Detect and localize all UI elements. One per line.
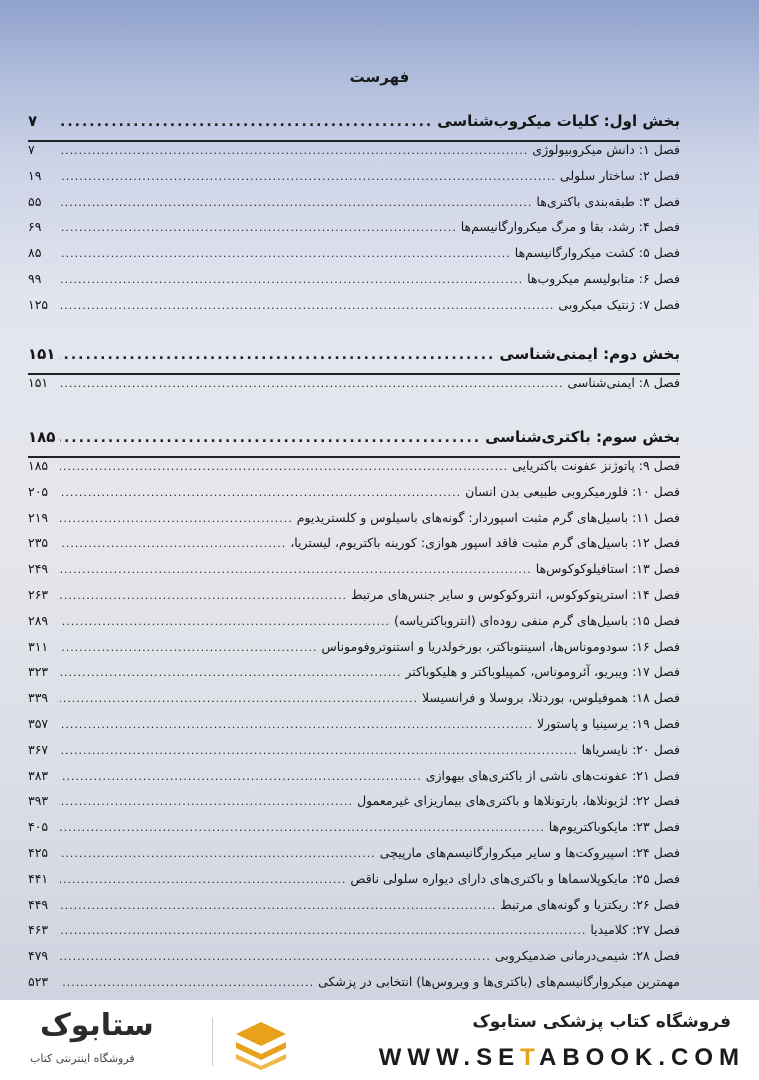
leader-dots [60, 976, 314, 989]
chapter-page-number: ۵۲۳ [28, 974, 49, 989]
toc-chapter-row[interactable] [28, 194, 680, 209]
toc-chapter-row[interactable] [28, 897, 680, 912]
logo-divider [212, 1018, 213, 1066]
toc-chapter-row[interactable] [28, 742, 680, 757]
toc-chapter-row[interactable] [28, 639, 680, 654]
chapter-title: مهمترین میکروارگانیسم‌های (باکتری‌ها و ویروس‌ها) انتخابی در پزشکی [318, 974, 680, 989]
chapter-page-number: ۳۵۷ [28, 716, 49, 731]
leader-dots [60, 744, 578, 757]
chapter-page-number: ۲۸۹ [28, 612, 49, 628]
chapter-page-number: ۳۶۷ [28, 741, 49, 757]
leader-dots [60, 641, 318, 654]
page-title: فهرست [349, 68, 410, 86]
section-heading[interactable] [28, 112, 680, 130]
section-heading[interactable] [28, 345, 680, 363]
leader-dots [60, 692, 418, 705]
chapter-title: فصل ۱۷: ویبریو، آئروموناس، کمپیلوباکتر و هلیکوباکتر [405, 664, 680, 680]
chapter-title: فصل ۱۹: یرسینیا و پاستورلا [536, 716, 680, 731]
chapter-title: فصل ۱۴: استرپتوکوکوس، انتروکوکوس و سایر جنس‌های مرتبط [351, 587, 680, 602]
chapter-title: فصل ۱۳: استافیلوکوکوس‌ها [535, 561, 680, 577]
leader-dots [60, 299, 554, 312]
leader-dots [60, 486, 461, 499]
toc-chapter-row[interactable] [28, 690, 680, 705]
toc-chapter-row[interactable] [28, 974, 680, 989]
leader-dots [60, 512, 293, 525]
leader-dots [60, 247, 511, 260]
leader-dots [60, 347, 495, 363]
chapter-page-number: ۳۸۳ [28, 767, 49, 783]
chapter-title: فصل ۱۶: سودوموناس‌ها، اسینتوباکتر، بورخولدریا و استنوتروفوموناس [321, 638, 680, 654]
section-heading[interactable] [28, 428, 680, 446]
toc-chapter-row[interactable] [28, 142, 680, 157]
toc-chapter-row[interactable] [28, 535, 680, 550]
chapter-title: فصل ۲۳: مایکوباکتریوم‌ها [548, 819, 680, 835]
chapter-page-number: ۲۳۵ [28, 535, 49, 551]
chapter-title: فصل ۲۵: مایکوپلاسماها و باکتری‌های دارای دیواره سلولی ناقص [350, 870, 680, 886]
chapter-title: فصل ۲۸: شیمی‌درمانی ضدمیکروبی [494, 948, 680, 964]
leader-dots [60, 615, 390, 628]
chapter-title: فصل ۲۰: نایسریاها [581, 741, 680, 757]
chapter-title: فصل ۱۵: باسیل‌های گرم منفی روده‌ای (انتروباکتریاسه) [394, 612, 680, 628]
leader-dots [60, 899, 496, 912]
leader-dots [60, 273, 523, 286]
toc-chapter-row[interactable] [28, 458, 680, 473]
chapter-title: فصل ۲۲: لژیونلاها، بارتونلاها و باکتری‌های بیماریزای غیرمعمول [357, 793, 680, 809]
chapter-page-number: ۲۶۳ [28, 587, 49, 602]
store-name: فروشگاه کتاب پزشکی ستابوک [472, 1012, 731, 1032]
leader-dots [60, 377, 564, 390]
section-title: بخش اول: کلیات میکروب‌شناسی [437, 112, 680, 130]
leader-dots [60, 430, 481, 446]
chapter-title: فصل ۱۸: هموفیلوس، بوردتلا، بروسلا و فرانسیسلا [422, 690, 680, 706]
chapter-page-number: ۴۴۱ [28, 870, 49, 886]
chapter-title: فصل ۶: متابولیسم میکروب‌ها [527, 271, 680, 286]
leader-dots [60, 666, 401, 679]
chapter-page-number: ۱۹ [28, 167, 42, 183]
toc-chapter-row[interactable] [28, 716, 680, 731]
section-title: بخش سوم: باکتری‌شناسی [485, 428, 680, 446]
toc-chapter-row[interactable] [28, 168, 680, 183]
toc-chapter-row[interactable] [28, 922, 680, 937]
chapter-title: فصل ۲۶: ریکتزیا و گونه‌های مرتبط [500, 896, 680, 912]
leader-dots [60, 144, 528, 157]
chapter-page-number: ۴۷۹ [28, 948, 49, 964]
chapter-page-number: ۳۳۹ [28, 690, 49, 706]
store-logo-tagline: فروشگاه اینترنتی کتاب [30, 1052, 135, 1065]
chapter-page-number: ۴۴۹ [28, 896, 49, 912]
chapter-title: فصل ۹: پاتوژنز عفونت باکتریایی [512, 458, 680, 473]
chapter-title: فصل ۲: ساختار سلولی [559, 167, 680, 183]
toc-chapter-row[interactable] [28, 561, 680, 576]
toc-chapter-row[interactable] [28, 219, 680, 234]
chapter-title: فصل ۱۲: باسیل‌های گرم مثبت فاقد اسپور هوازی: کورینه باکتریوم، لیستریا، [290, 535, 680, 551]
toc-chapter-row[interactable] [28, 245, 680, 260]
toc-chapter-row[interactable] [28, 587, 680, 602]
chapter-page-number: ۲۴۹ [28, 561, 49, 577]
leader-dots [60, 114, 433, 130]
leader-dots [60, 770, 422, 783]
chapter-page-number: ۹۹ [28, 271, 42, 286]
toc-chapter-row[interactable] [28, 871, 680, 886]
leader-dots [60, 196, 532, 209]
chapter-page-number: ۴۰۵ [28, 819, 49, 835]
toc-chapter-row[interactable] [28, 613, 680, 628]
chapter-page-number: ۵۵ [28, 193, 42, 209]
toc-chapter-row[interactable] [28, 271, 680, 286]
chapter-title: فصل ۲۷: کلامیدیا [590, 922, 680, 938]
leader-dots [60, 460, 508, 473]
chapter-page-number: ۷ [28, 142, 35, 157]
toc-chapter-row[interactable] [28, 375, 680, 390]
toc-chapter-row[interactable] [28, 768, 680, 783]
leader-dots [60, 537, 286, 550]
section-page-number: ۱۸۵ [28, 428, 56, 446]
chapter-page-number: ۳۱۱ [28, 638, 49, 654]
store-url[interactable] [379, 1044, 745, 1072]
chapter-page-number: ۴۶۳ [28, 922, 49, 938]
leader-dots [60, 170, 556, 183]
leader-dots [60, 873, 346, 886]
toc-chapter-row[interactable] [28, 819, 680, 834]
chapter-page-number: ۲۱۹ [28, 509, 49, 525]
store-url-prefix: WWW.SE [378, 1044, 521, 1071]
chapter-page-number: ۴۲۵ [28, 845, 49, 860]
chapter-title: فصل ۸: ایمنی‌شناسی [567, 375, 680, 390]
toc-chapter-row[interactable] [28, 484, 680, 499]
chapter-title: فصل ۷: ژنتیک میکروبی [558, 296, 680, 312]
leader-dots [60, 795, 353, 808]
section-page-number: ۷ [28, 112, 38, 130]
chapter-page-number: ۲۰۵ [28, 483, 49, 499]
leader-dots [60, 847, 376, 860]
store-logo-text: ستابوک [40, 1008, 154, 1043]
chapter-page-number: ۳۹۳ [28, 793, 49, 809]
toc-chapter-row[interactable] [28, 664, 680, 679]
leader-dots [60, 718, 533, 731]
leader-dots [60, 589, 347, 602]
chapter-title: فصل ۲۱: عفونت‌های ناشی از باکتری‌های بیهوازی [425, 767, 680, 783]
chapter-title: فصل ۴: رشد، بقا و مرگ میکروارگانیسم‌ها [460, 219, 680, 235]
chapter-page-number: ۸۵ [28, 245, 42, 261]
chapter-page-number: ۱۵۱ [28, 375, 49, 390]
leader-dots [60, 821, 545, 834]
chapter-title: فصل ۳: طبقه‌بندی باکتری‌ها [536, 193, 680, 209]
chapter-page-number: ۶۹ [28, 219, 42, 235]
chapter-title: فصل ۵: کشت میکروارگانیسم‌ها [514, 245, 680, 261]
store-banner [0, 1000, 759, 1080]
section-title: بخش دوم: ایمنی‌شناسی [499, 345, 680, 363]
toc-chapter-row[interactable] [28, 297, 680, 312]
section-page-number: ۱۵۱ [28, 345, 56, 363]
store-url-accent: T [520, 1044, 539, 1071]
leader-dots [60, 563, 532, 576]
chapter-title: فصل ۱۰: فلورمیکروبی طبیعی بدن انسان [465, 483, 680, 499]
chapter-title: فصل ۱۱: باسیل‌های گرم مثبت اسپوردار: گونه‌های باسیلوس و کلستریدیوم [296, 509, 680, 525]
toc-chapter-row[interactable] [28, 793, 680, 808]
toc-chapter-row[interactable] [28, 948, 680, 963]
leader-dots [60, 950, 491, 963]
chapter-title: فصل ۲۴: اسپیروکت‌ها و سایر میکروارگانیسم‌های مارپیچی [379, 845, 680, 860]
chapter-page-number: ۱۸۵ [28, 458, 49, 473]
book-logo-icon [230, 1018, 292, 1070]
leader-dots [60, 221, 457, 234]
chapter-title: فصل ۱: دانش میکروبیولوژی [532, 142, 680, 157]
toc-chapter-row[interactable] [28, 845, 680, 860]
store-url-suffix: ABOOK.COM [539, 1044, 745, 1071]
toc-chapter-row[interactable] [28, 510, 680, 525]
chapter-page-number: ۱۲۵ [28, 296, 49, 312]
leader-dots [60, 924, 586, 937]
chapter-page-number: ۳۲۳ [28, 664, 49, 680]
